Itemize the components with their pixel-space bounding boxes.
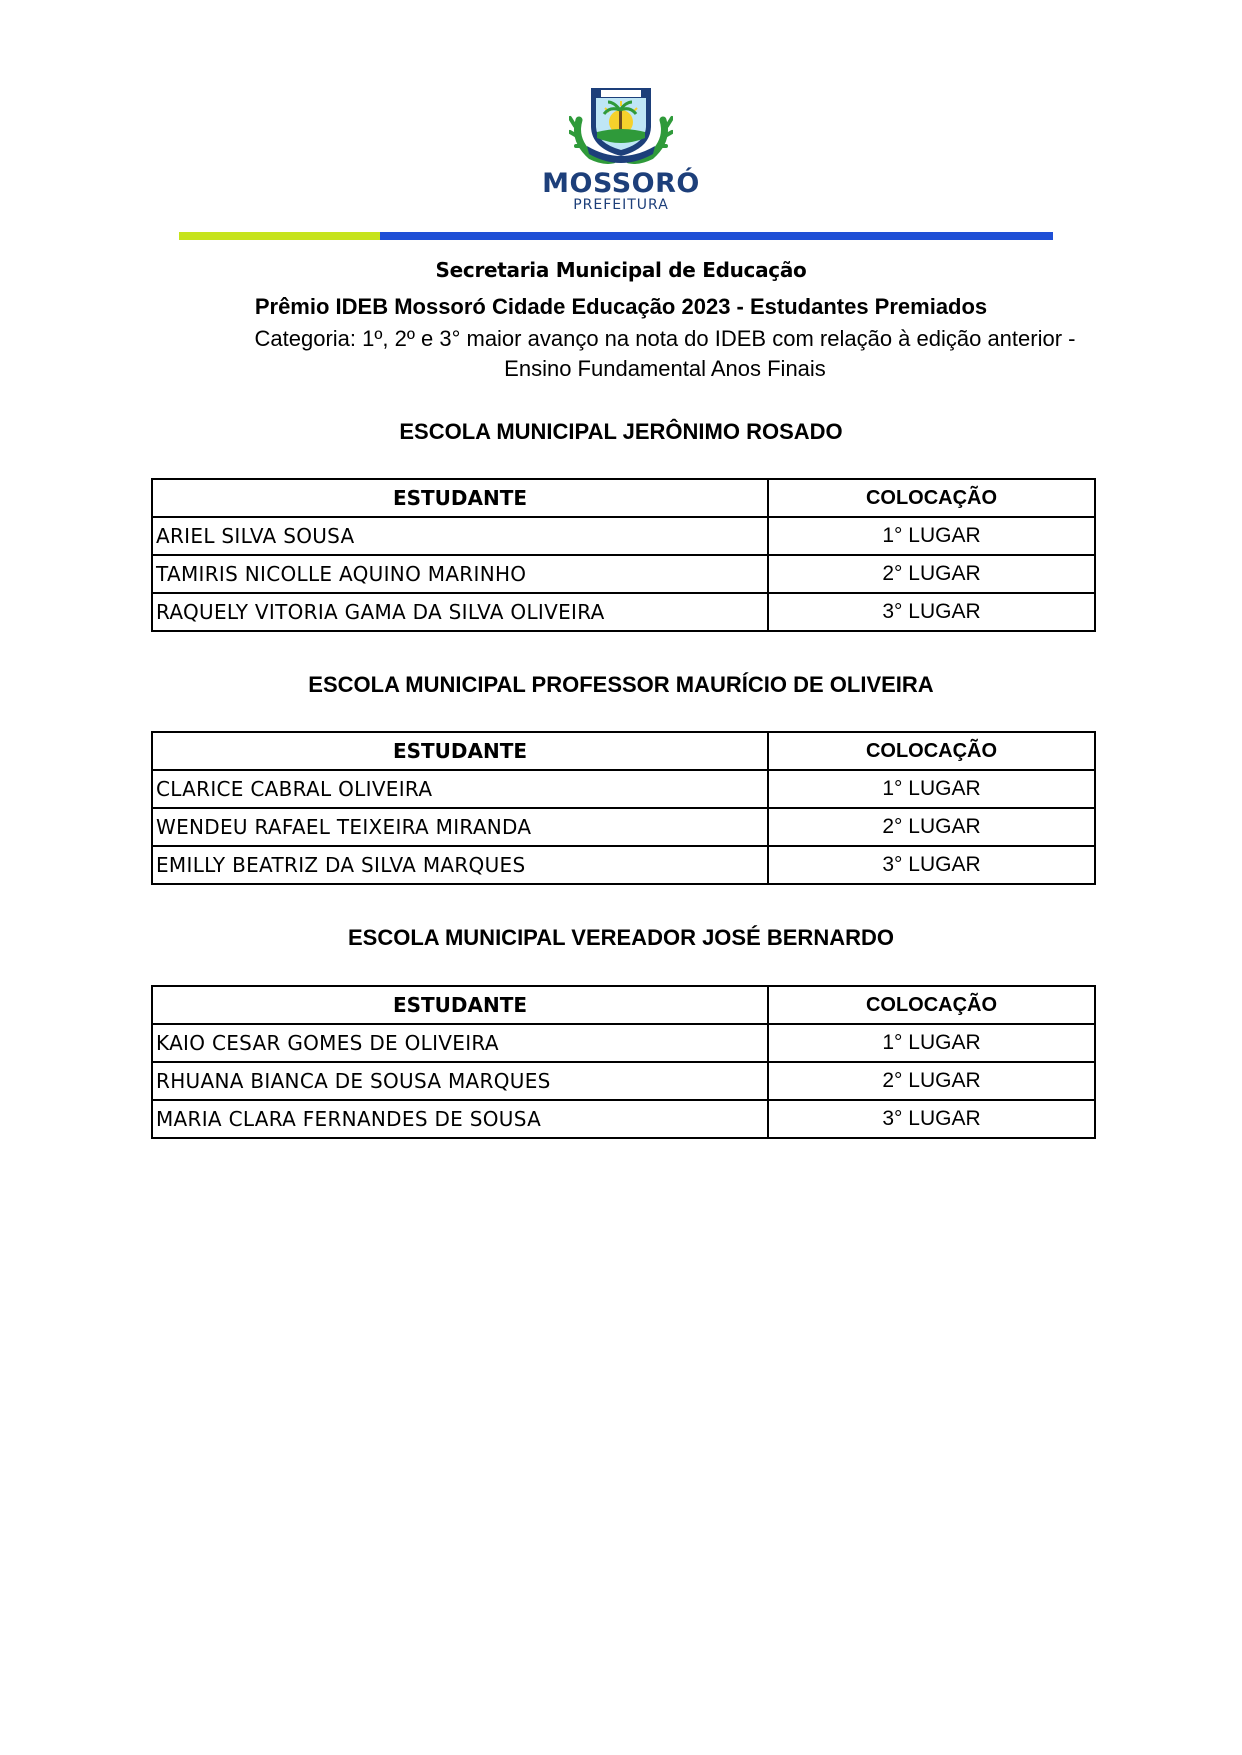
ranking-table xyxy=(151,731,1096,885)
table-row xyxy=(152,593,1095,631)
coat-of-arms-icon xyxy=(569,82,673,164)
table-row xyxy=(152,1062,1095,1100)
student-column-header: ESTUDANTE xyxy=(152,479,768,517)
mossoro-logo xyxy=(0,82,1242,212)
student-name: MARIA CLARA FERNANDES DE SOUSA xyxy=(152,1100,768,1138)
header-rule-blue xyxy=(380,232,1053,240)
placement-column-header: COLOCAÇÃO xyxy=(768,479,1095,517)
placement: 1° LUGAR xyxy=(768,770,1095,808)
table-row xyxy=(152,808,1095,846)
table-row xyxy=(152,846,1095,884)
header-rule-green xyxy=(179,232,380,240)
student-column-header: ESTUDANTE xyxy=(152,732,768,770)
school-title: ESCOLA MUNICIPAL VEREADOR JOSÉ BERNARDO xyxy=(348,925,894,950)
placement: 3° LUGAR xyxy=(768,1100,1095,1138)
placement: 3° LUGAR xyxy=(768,846,1095,884)
table-row xyxy=(152,1024,1095,1062)
school-title: ESCOLA MUNICIPAL JERÔNIMO ROSADO xyxy=(399,419,843,444)
table-row xyxy=(152,770,1095,808)
placement: 2° LUGAR xyxy=(768,808,1095,846)
table-header-row xyxy=(152,732,1095,770)
student-name: ARIEL SILVA SOUSA xyxy=(152,517,768,555)
student-name: RHUANA BIANCA DE SOUSA MARQUES xyxy=(152,1062,768,1100)
category-line-1: Categoria: 1º, 2º e 3° maior avanço na nota do IDEB com relação à edição anterior - xyxy=(254,326,1076,351)
student-name: CLARICE CABRAL OLIVEIRA xyxy=(152,770,768,808)
student-name: TAMIRIS NICOLLE AQUINO MARINHO xyxy=(152,555,768,593)
placement: 1° LUGAR xyxy=(768,517,1095,555)
placement-column-header: COLOCAÇÃO xyxy=(768,732,1095,770)
placement: 2° LUGAR xyxy=(768,1062,1095,1100)
student-name: KAIO CESAR GOMES DE OLIVEIRA xyxy=(152,1024,768,1062)
award-category xyxy=(200,324,1130,384)
student-name: WENDEU RAFAEL TEIXEIRA MIRANDA xyxy=(152,808,768,846)
placement: 1° LUGAR xyxy=(768,1024,1095,1062)
department-title: Secretaria Municipal de Educação xyxy=(435,258,807,282)
brand-name: MOSSORÓ xyxy=(542,168,700,199)
table-row xyxy=(152,555,1095,593)
ranking-table xyxy=(151,478,1096,632)
school-title: ESCOLA MUNICIPAL PROFESSOR MAURÍCIO DE OLIVEIRA xyxy=(308,672,934,697)
student-name: EMILLY BEATRIZ DA SILVA MARQUES xyxy=(152,846,768,884)
student-name: RAQUELY VITORIA GAMA DA SILVA OLIVEIRA xyxy=(152,593,768,631)
brand-subtitle: PREFEITURA xyxy=(573,197,669,213)
category-line-2: Ensino Fundamental Anos Finais xyxy=(504,356,826,381)
award-title: Prêmio IDEB Mossoró Cidade Educação 2023 - Estudantes Premiados xyxy=(254,294,988,319)
table-header-row xyxy=(152,479,1095,517)
placement-column-header: COLOCAÇÃO xyxy=(768,986,1095,1024)
table-row xyxy=(152,1100,1095,1138)
placement: 3° LUGAR xyxy=(768,593,1095,631)
table-row xyxy=(152,517,1095,555)
student-column-header: ESTUDANTE xyxy=(152,986,768,1024)
ranking-table xyxy=(151,985,1096,1139)
placement: 2° LUGAR xyxy=(768,555,1095,593)
table-header-row xyxy=(152,986,1095,1024)
